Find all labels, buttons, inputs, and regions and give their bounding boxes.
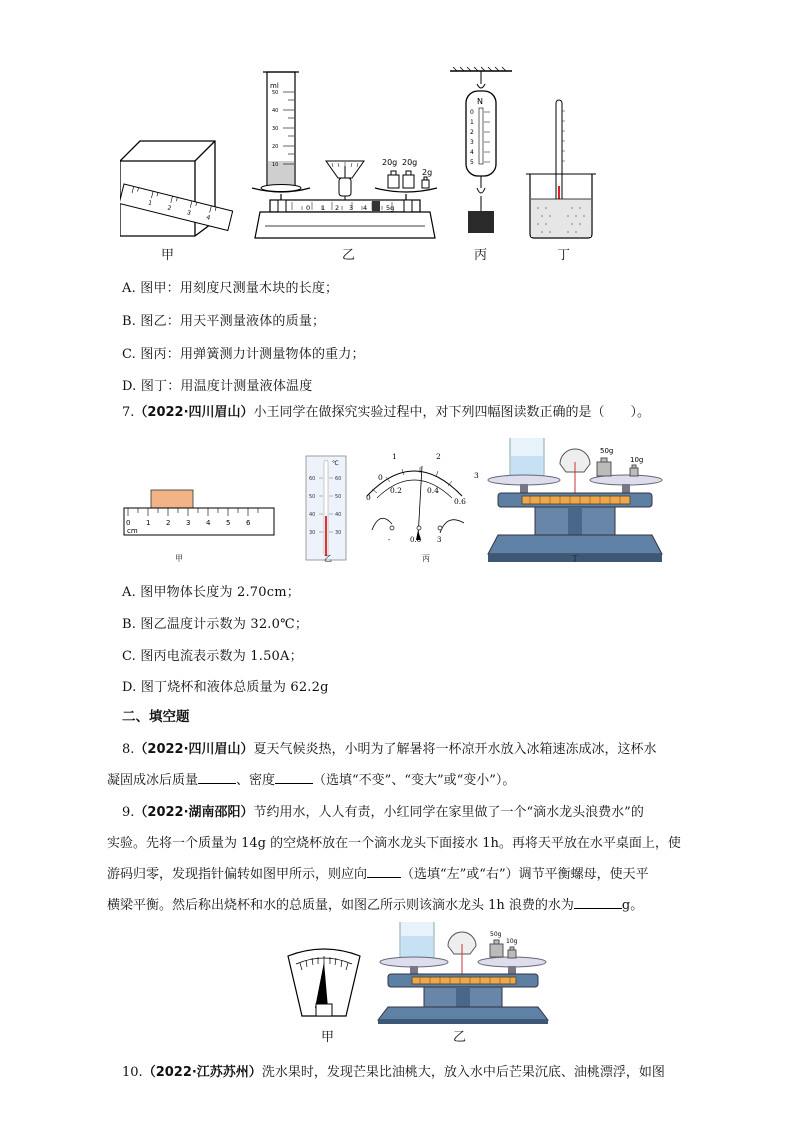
fig1-cylinder-tick: 40: [272, 108, 279, 114]
fig1-ruler-tick: 3: [186, 209, 192, 217]
fig1-caption-jia: 甲: [161, 248, 175, 263]
q7-option-c: C. 图丙电流表示数为 1.50A；: [122, 649, 303, 664]
fig2-ruler: [124, 490, 274, 535]
fig1-ruler-tick: 4: [205, 214, 211, 222]
fig3-caption-yi: 乙: [453, 1030, 467, 1045]
fig3-caption-jia: 甲: [321, 1030, 335, 1045]
q8-text-2c: （选填“不变”、“变大”或“变小”）。: [313, 773, 516, 788]
fig3-weight-label: 50g: [490, 931, 502, 938]
q9-line-3: [107, 863, 649, 882]
fig2-ruler-tick: 6: [246, 519, 251, 527]
fig2-ammeter-outer: 1: [392, 452, 397, 461]
q9-source: （2022·湖南邵阳）: [134, 805, 254, 820]
fig1-cylinder-unit: ml: [270, 82, 279, 90]
fig2-ruler-tick: 3: [186, 519, 191, 527]
q9-text-3b: （选填“左”或“右”）调节平衡螺母，使天平: [401, 867, 649, 882]
q10-number: 10.: [122, 1065, 143, 1080]
fig2-ruler-tick: 5: [226, 519, 231, 527]
fig1-cylinder-tick: 10: [272, 162, 279, 168]
fig1-weight-label: 20g: [382, 158, 398, 167]
figure-2-readings: [122, 438, 670, 568]
question-7: [122, 406, 650, 419]
fig2-weight-label: 10g: [630, 456, 644, 464]
fig1-caption-ding: 丁: [557, 248, 571, 263]
fig1-beam-tick: 5g: [386, 204, 395, 212]
section-heading-fill-in: 二、填空题: [122, 709, 190, 725]
fig3-pointer-dial: [288, 949, 360, 1016]
fig3-weight-label: 10g: [506, 938, 518, 945]
fig1-spring-tick: 5: [470, 159, 474, 166]
q7-option-b: B. 图乙温度计示数为 32.0℃；: [122, 617, 309, 632]
fig1-caption-bing: 丙: [474, 248, 488, 263]
fig2-weight-label: 50g: [600, 447, 614, 455]
fig2-ammeter-terminal: -: [388, 536, 391, 544]
fig2-ruler-tick: 4: [206, 519, 211, 527]
fig1-block-ruler: [120, 141, 233, 236]
fig1-weight-label: 20g: [402, 158, 418, 167]
fig1-spring-tick: 3: [470, 139, 474, 146]
q6-option-b: B. 图乙：用天平测量液体的质量；: [122, 314, 326, 329]
fig2-ruler-tick: 0: [126, 519, 131, 527]
q7-number: 7.: [122, 405, 135, 420]
q8-blank-density[interactable]: [275, 773, 313, 784]
fig1-beam-tick: 1: [321, 204, 326, 212]
fig2-ammeter-terminal: 3: [437, 536, 442, 544]
fig1-cylinder-tick: 30: [272, 126, 279, 132]
fig1-spring-tick: 2: [470, 129, 474, 136]
q9-text-4a: 横梁平衡。然后称出烧杯和水的总质量，如图乙所示则该滴水龙头 1h 浪费的水为: [107, 898, 574, 913]
fig1-caption-yi: 乙: [342, 248, 356, 263]
fig2-caption-jia: 甲: [175, 554, 183, 563]
fig2-thermo-unit: ℃: [332, 460, 339, 467]
q9-blank-direction[interactable]: [367, 867, 401, 878]
fig1-cylinder-tick: 20: [272, 144, 279, 150]
figure-3-balance: [284, 922, 556, 1024]
q9-text-1: 节约用水，人人有责，小红同学在家里做了一个“滴水龙头浪费水”的: [253, 805, 644, 820]
question-10: [122, 1061, 665, 1080]
q10-source: （2022·江苏苏州）: [142, 1065, 262, 1080]
fig2-ammeter-outer: 0: [366, 493, 371, 502]
fig2-ruler-unit: cm: [127, 527, 138, 535]
fig1-thermometer-beaker: [526, 100, 596, 238]
fig1-beam-tick: 0: [306, 204, 311, 212]
fig2-thermometer: [306, 456, 346, 560]
q6-option-d: D. 图丁：用温度计测量液体温度: [122, 379, 313, 394]
q9-number: 9.: [122, 805, 135, 820]
fig1-ruler-tick: 2: [166, 204, 173, 213]
q8-source: （2022·四川眉山）: [134, 742, 254, 757]
fig2-thermo-tick-r: 60: [335, 476, 342, 482]
q7-source: （2022·四川眉山）: [134, 405, 254, 420]
fig1-spring-tick: 4: [470, 149, 474, 156]
fig2-ammeter-inner: 0.2: [390, 486, 402, 495]
fig3-balance: [378, 922, 548, 1024]
fig1-ruler-tick: 1: [147, 199, 153, 208]
fig2-ammeter-inner: 0: [378, 473, 383, 482]
fig2-ammeter-outer: 3: [474, 471, 479, 480]
q8-text-2b: 、密度: [236, 773, 276, 788]
fig1-cylinder-tick: 50: [272, 90, 279, 96]
fig2-ruler-tick: 2: [166, 519, 171, 527]
fig1-spring-scale: [450, 67, 512, 233]
q6-option-c: C. 图丙：用弹簧测力计测量物体的重力；: [122, 347, 365, 362]
fig1-beam-tick: 3: [349, 204, 354, 212]
q8-blank-mass[interactable]: [198, 773, 236, 784]
fig2-thermo-tick: 60: [309, 476, 316, 482]
fig1-spring-unit: N: [477, 97, 483, 106]
fig2-caption-ding: 丁: [571, 554, 579, 563]
fig2-thermo-tick-r: 30: [335, 530, 342, 536]
q9-line-1: [122, 801, 644, 820]
q9-text-4b: g。: [621, 898, 644, 913]
q8-text-2a: 凝固成冰后质量: [107, 773, 199, 788]
fig2-balance: [488, 438, 662, 562]
q7-option-a: A. 图甲物体长度为 2.70cm；: [122, 585, 300, 600]
fig2-thermo-tick: 40: [309, 512, 316, 518]
fig1-beam-tick: 2: [335, 204, 340, 212]
q9-line-4: [107, 894, 643, 913]
fig2-thermo-tick: 30: [309, 530, 316, 536]
fig1-spring-tick: 0: [470, 109, 474, 116]
figure-1-instruments: [120, 66, 620, 241]
fig2-ammeter-outer: 2: [436, 452, 441, 461]
fig1-weight-label: 2g: [422, 168, 433, 177]
fig1-beam-tick: 4: [363, 204, 368, 212]
fig2-ammeter-inner: 0.6: [454, 497, 466, 506]
q10-text: 洗水果时，发现芒果比油桃大，放入水中后芒果沉底、油桃漂浮，如图: [261, 1065, 665, 1080]
fig2-ruler-tick: 1: [146, 519, 151, 527]
fig2-caption-yi: 乙: [324, 554, 332, 563]
fig1-spring-tick: 1: [470, 119, 474, 126]
q8-line-2: [107, 769, 515, 788]
q6-option-a: A. 图甲：用刻度尺测量木块的长度；: [122, 281, 339, 296]
q7-option-d: D. 图丁烧杯和液体总质量为 62.2g: [122, 680, 329, 695]
q8-text-1: 夏天气候炎热，小明为了解暑将一杯凉开水放入冰箱速冻成冰，这杯水: [253, 742, 657, 757]
q8-number: 8.: [122, 742, 135, 757]
fig1-balance: [252, 72, 437, 238]
fig2-thermo-tick-r: 40: [335, 512, 342, 518]
q8-line-1: [122, 738, 657, 757]
fig2-ammeter-inner: 0.4: [427, 486, 439, 495]
fig2-ammeter-terminal: 0.6: [410, 536, 422, 544]
q9-text-3a: 游码归零，发现指针偏转如图甲所示，则应向: [107, 867, 368, 882]
q7-text: 小王同学在做探究实验过程中，对下列四幅图读数正确的是（ ）。: [253, 405, 651, 420]
fig2-caption-bing: 丙: [422, 554, 430, 563]
q9-line-2: 实验。先将一个质量为 14g 的空烧杯放在一个滴水龙头下面接水 1h。再将天平放在水平桌面上，使: [107, 836, 681, 851]
fig2-thermo-tick: 50: [309, 494, 316, 500]
fig2-thermo-tick-r: 50: [335, 494, 342, 500]
q9-blank-water-mass[interactable]: [574, 898, 622, 909]
fig2-ammeter: [366, 452, 479, 544]
